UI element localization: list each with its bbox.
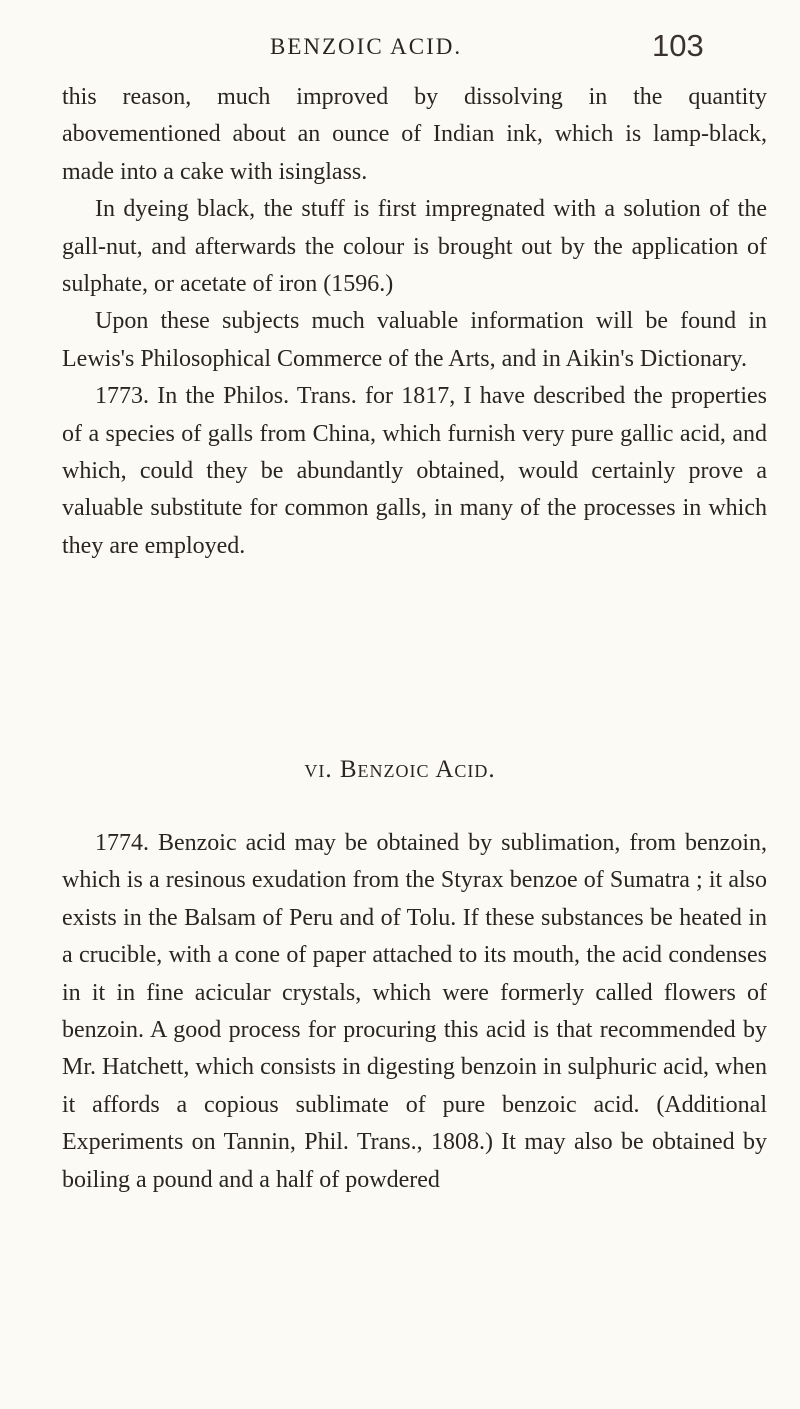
paragraph: this reason, much improved by dissolving in the quantity abovementioned about an ounce of Indian ink, which is lamp-black, made into a cake with isinglass. bbox=[62, 84, 767, 185]
section-heading: vi. Benzoic Acid. bbox=[304, 756, 496, 783]
text-block-bottom bbox=[62, 825, 767, 1199]
paragraph: 1773. In the Philos. Trans. for 1817, I have described the properties of a species of galls from China, which furnish very pure gallic acid, and which, could they be abundantly obtained, would certainly prove a valuable substitute for common galls, in many of the processes in which they are employed. bbox=[62, 383, 767, 559]
text-block-top bbox=[62, 79, 767, 565]
paragraph: In dyeing black, the stuff is first impregnated with a solution of the gall-nut, and afterwards the colour is brought out by the application of sulphate, or acetate of iron (1596.) bbox=[62, 196, 767, 298]
paragraph: 1774. Benzoic acid may be obtained by sublimation, from benzoin, which is a resinous exudation from the Styrax benzoe of Sumatra ; it also exists in the Balsam of Peru and of Tolu. If these substances be heated in a crucible, with a cone of paper attached to its mouth, the acid condenses in it in fine acicular crystals, which were formerly called flowers of benzoin. A good process for procuring this acid is that recommended by Mr. Hatchett, which consists in digesting benzoin in sulphuric acid, when it affords a copious sublimate of pure benzoic acid. (Additional Experiments on Tannin, Phil. Trans., 1808.) It may also be obtained by boiling a pound and a half of powdered bbox=[62, 830, 767, 1193]
paragraph: Upon these subjects much valuable information will be found in Lewis's Philosophical Commerce of the Arts, and in Aikin's Dictionary. bbox=[62, 308, 767, 372]
running-head: BENZOIC ACID. bbox=[270, 34, 463, 59]
page-number: 103 bbox=[652, 28, 704, 63]
